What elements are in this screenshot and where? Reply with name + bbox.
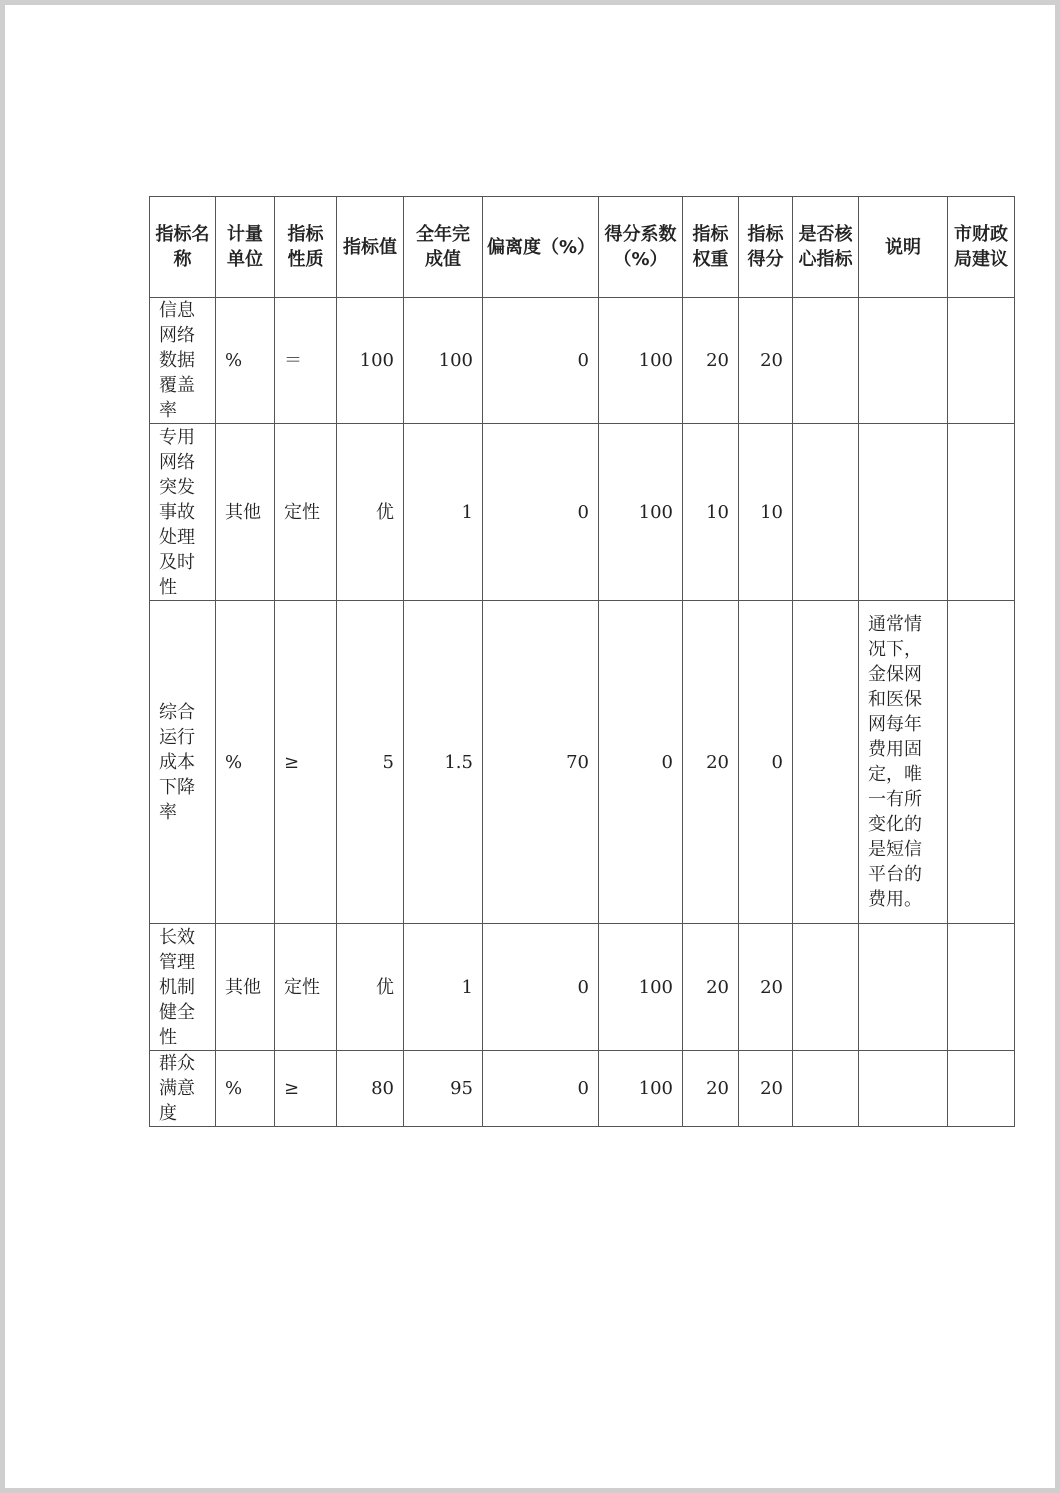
cell-score-coefficient: 100 bbox=[599, 924, 683, 1051]
cell-score: 10 bbox=[739, 424, 793, 601]
cell-finance-advice bbox=[948, 924, 1015, 1051]
table-row bbox=[150, 924, 1015, 1051]
cell-note bbox=[859, 298, 948, 424]
cell-annual-actual: 1 bbox=[404, 424, 483, 601]
header-annual-actual: 全年完成值 bbox=[404, 197, 483, 298]
cell-annual-actual: 1.5 bbox=[404, 601, 483, 924]
header-row bbox=[150, 197, 1015, 298]
cell-score: 0 bbox=[739, 601, 793, 924]
header-score: 指标得分 bbox=[739, 197, 793, 298]
cell-target-value: 100 bbox=[337, 298, 404, 424]
cell-core-indicator bbox=[793, 298, 859, 424]
cell-weight: 20 bbox=[683, 298, 739, 424]
table-row bbox=[150, 424, 1015, 601]
header-unit: 计量单位 bbox=[216, 197, 275, 298]
header-weight: 指标权重 bbox=[683, 197, 739, 298]
header-score-coefficient: 得分系数（%） bbox=[599, 197, 683, 298]
cell-annual-actual: 100 bbox=[404, 298, 483, 424]
cell-weight: 20 bbox=[683, 924, 739, 1051]
header-indicator-name: 指标名称 bbox=[150, 197, 216, 298]
header-finance-advice: 市财政局建议 bbox=[948, 197, 1015, 298]
cell-core-indicator bbox=[793, 424, 859, 601]
cell-weight: 10 bbox=[683, 424, 739, 601]
cell-score: 20 bbox=[739, 924, 793, 1051]
cell-indicator-name: 长效管理机制健全性 bbox=[150, 924, 216, 1051]
cell-score-coefficient: 100 bbox=[599, 1051, 683, 1127]
cell-note bbox=[859, 1051, 948, 1127]
cell-nature: ≥ bbox=[275, 1051, 337, 1127]
cell-nature: 定性 bbox=[275, 424, 337, 601]
cell-weight: 20 bbox=[683, 601, 739, 924]
cell-note: 通常情况下，金保网和医保网每年费用固定，唯一有所变化的是短信平台的费用。 bbox=[859, 601, 948, 924]
cell-weight: 20 bbox=[683, 1051, 739, 1127]
table-row bbox=[150, 1051, 1015, 1127]
header-target-value: 指标值 bbox=[337, 197, 404, 298]
cell-indicator-name: 信息网络数据覆盖率 bbox=[150, 298, 216, 424]
cell-target-value: 优 bbox=[337, 424, 404, 601]
cell-finance-advice bbox=[948, 424, 1015, 601]
cell-unit: % bbox=[216, 601, 275, 924]
cell-note bbox=[859, 424, 948, 601]
cell-target-value: 5 bbox=[337, 601, 404, 924]
cell-core-indicator bbox=[793, 924, 859, 1051]
cell-finance-advice bbox=[948, 298, 1015, 424]
header-note: 说明 bbox=[859, 197, 948, 298]
cell-deviation: 0 bbox=[483, 1051, 599, 1127]
cell-indicator-name: 综合运行成本下降率 bbox=[150, 601, 216, 924]
cell-target-value: 优 bbox=[337, 924, 404, 1051]
cell-finance-advice bbox=[948, 601, 1015, 924]
cell-annual-actual: 95 bbox=[404, 1051, 483, 1127]
cell-nature: ≥ bbox=[275, 601, 337, 924]
cell-deviation: 70 bbox=[483, 601, 599, 924]
cell-note bbox=[859, 924, 948, 1051]
cell-target-value: 80 bbox=[337, 1051, 404, 1127]
cell-indicator-name: 群众满意度 bbox=[150, 1051, 216, 1127]
header-core-indicator: 是否核心指标 bbox=[793, 197, 859, 298]
cell-score: 20 bbox=[739, 298, 793, 424]
performance-indicator-table bbox=[149, 196, 1015, 1127]
table-row bbox=[150, 601, 1015, 924]
cell-core-indicator bbox=[793, 601, 859, 924]
cell-unit: 其他 bbox=[216, 424, 275, 601]
cell-deviation: 0 bbox=[483, 424, 599, 601]
cell-score: 20 bbox=[739, 1051, 793, 1127]
cell-score-coefficient: 100 bbox=[599, 298, 683, 424]
cell-indicator-name: 专用网络突发事故处理及时性 bbox=[150, 424, 216, 601]
cell-score-coefficient: 0 bbox=[599, 601, 683, 924]
cell-unit: 其他 bbox=[216, 924, 275, 1051]
cell-deviation: 0 bbox=[483, 298, 599, 424]
cell-unit: % bbox=[216, 1051, 275, 1127]
cell-annual-actual: 1 bbox=[404, 924, 483, 1051]
cell-finance-advice bbox=[948, 1051, 1015, 1127]
table-row bbox=[150, 298, 1015, 424]
cell-score-coefficient: 100 bbox=[599, 424, 683, 601]
cell-unit: % bbox=[216, 298, 275, 424]
cell-nature: 定性 bbox=[275, 924, 337, 1051]
cell-core-indicator bbox=[793, 1051, 859, 1127]
cell-deviation: 0 bbox=[483, 924, 599, 1051]
header-nature: 指标性质 bbox=[275, 197, 337, 298]
header-deviation: 偏离度（%） bbox=[483, 197, 599, 298]
cell-nature: ＝ bbox=[275, 298, 337, 424]
